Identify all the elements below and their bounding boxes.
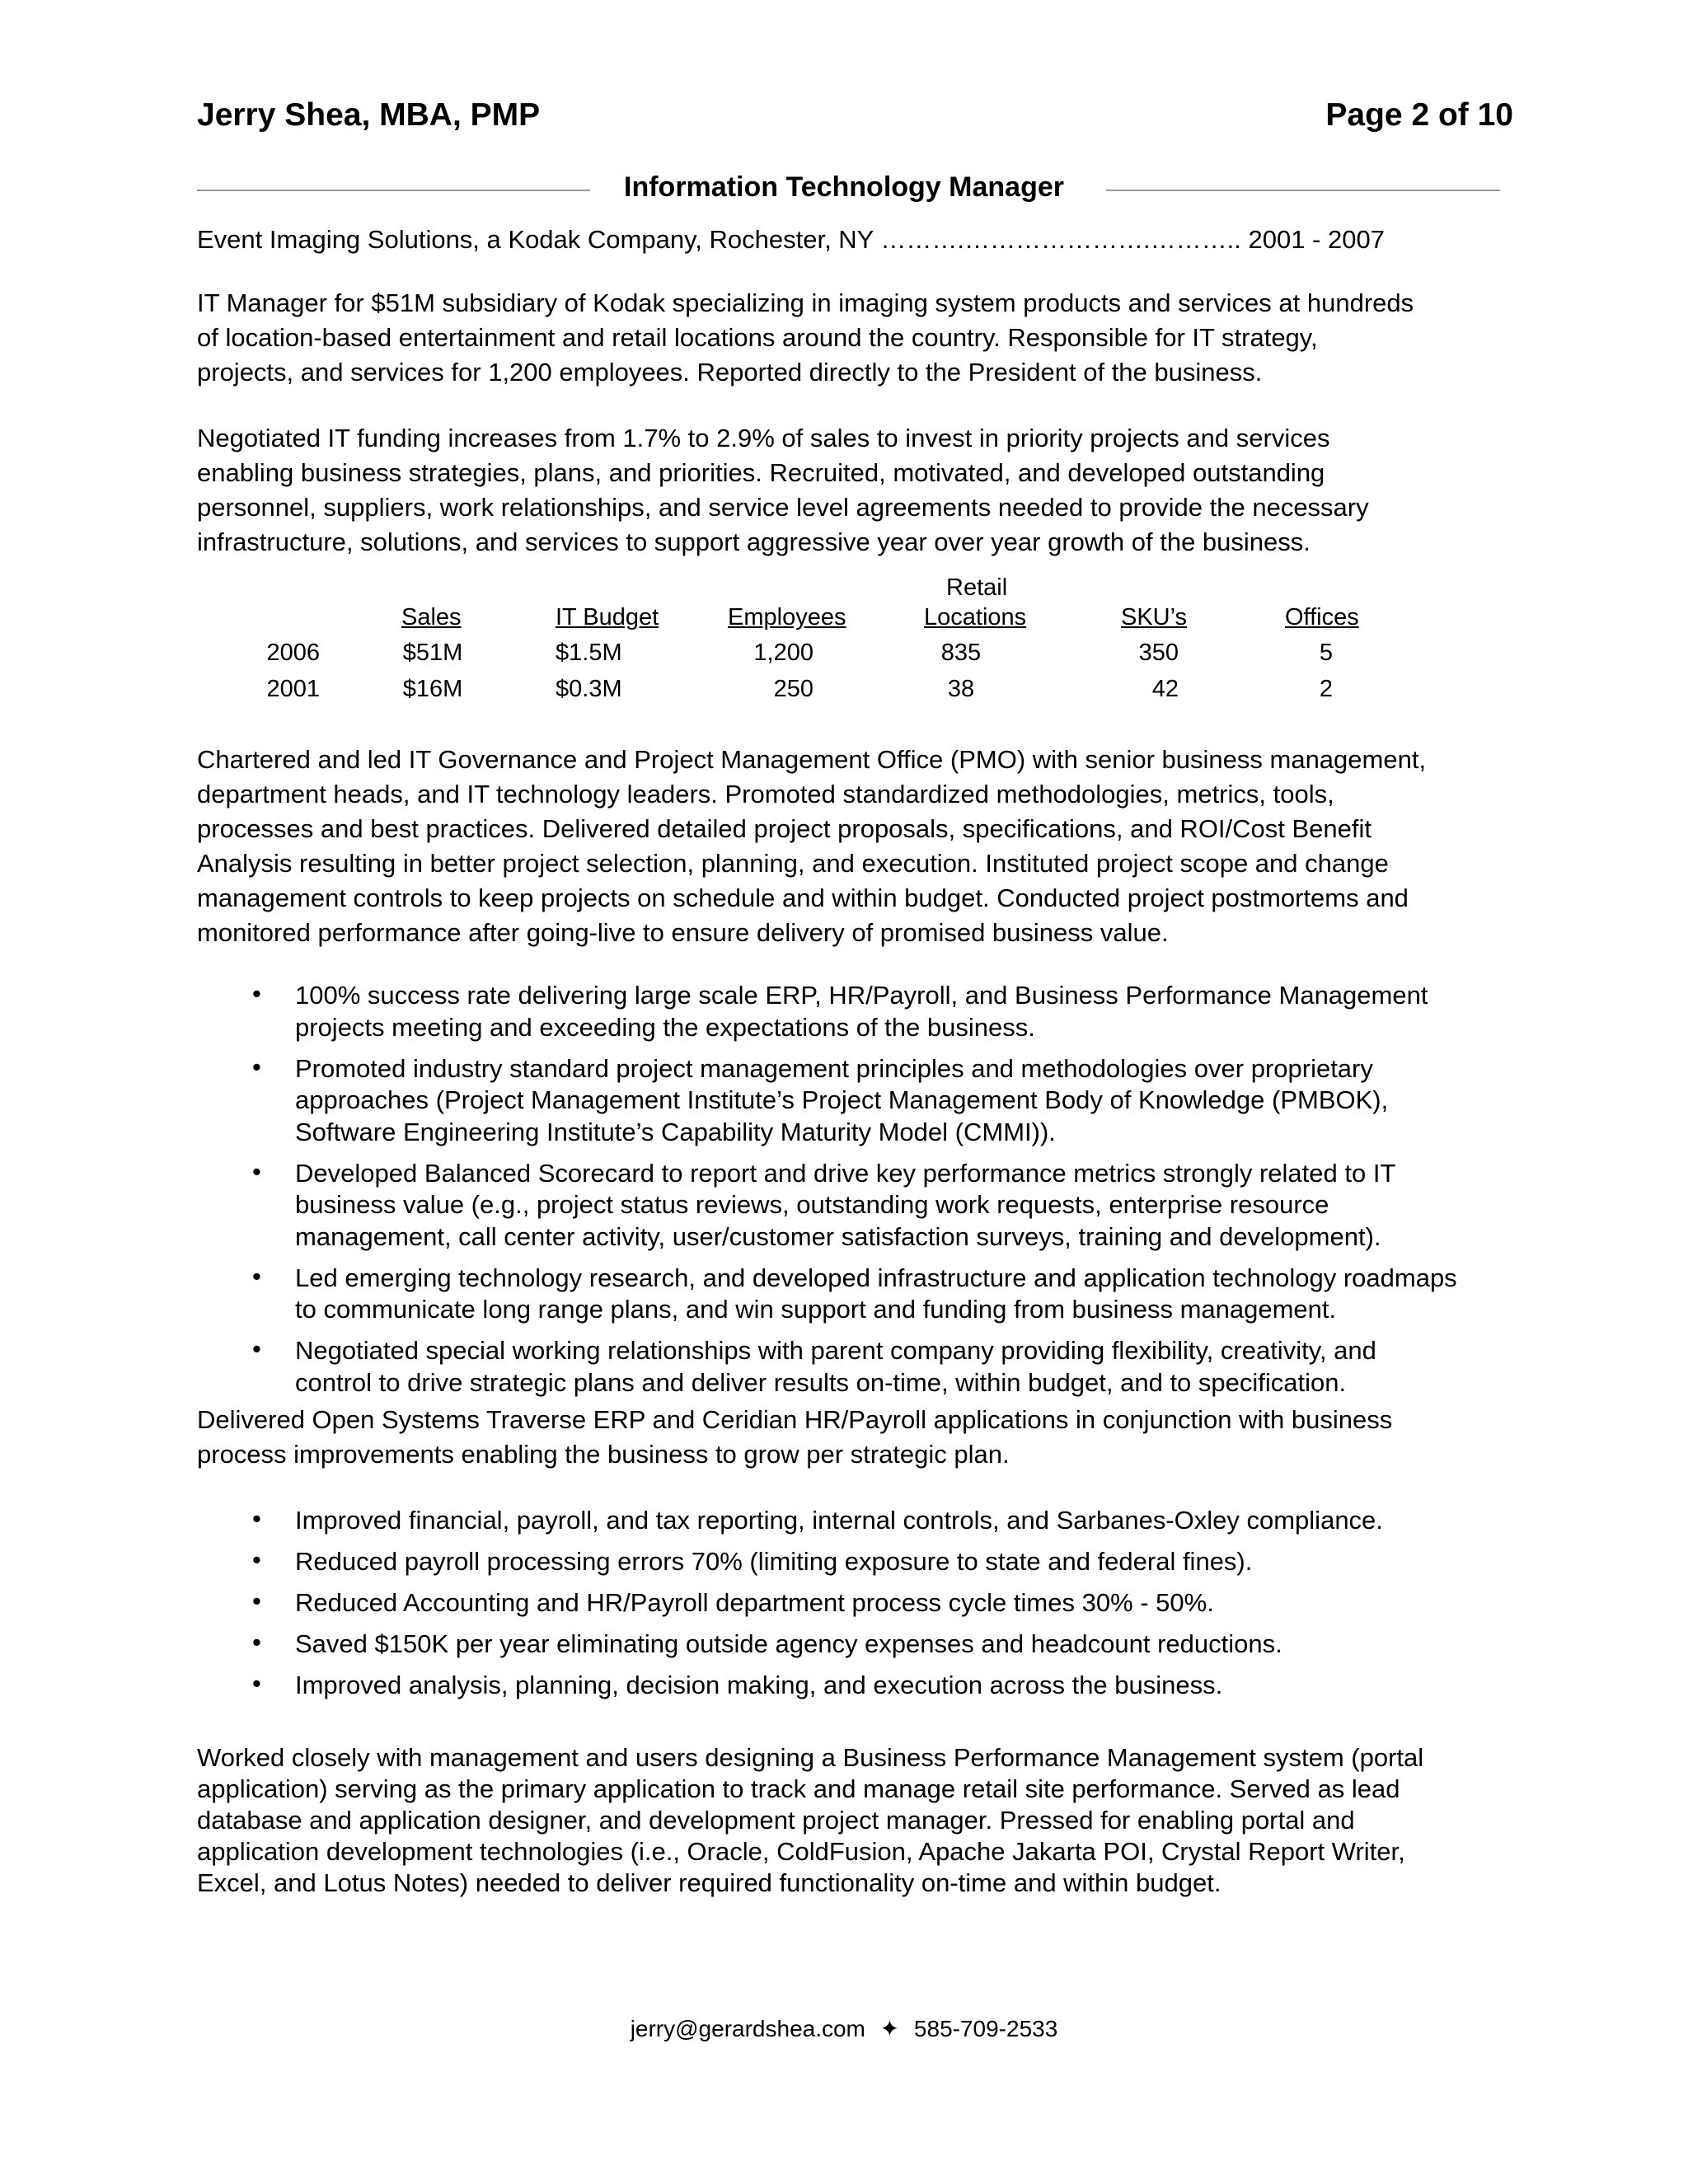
bullet-icon: • [252,1586,261,1615]
paragraph-line: monitored performance after going-live to ensure delivery of promised business value. [197,918,1169,947]
table-cell-sales: $51M [402,640,463,666]
footer-contact [0,2015,1688,2042]
bullet-icon: • [252,1334,261,1363]
list-item-line: management, call center activity, user/customer satisfaction surveys, training and development). [295,1221,1381,1251]
list-item-line: 100% success rate delivering large scale ERP, HR/Payroll, and Business Performance Management [295,981,1428,1010]
table-header-it-budget: IT Budget [556,604,659,630]
paragraph-line: IT Manager for $51M subsidiary of Kodak specializing in imaging system products and services at hundreds [197,288,1414,317]
bullet-icon: • [252,1052,261,1081]
list-item-text [295,980,1428,1043]
table-cell-it-budget: $0.3M [556,676,622,702]
paragraph-1 [197,286,1414,390]
paragraph-line: process improvements enabling the business to grow per strategic plan. [197,1440,1010,1469]
table-cell-sales: $16M [402,676,463,702]
list-item-text [295,1670,1222,1702]
header-name: Jerry Shea, MBA, PMP [197,97,541,133]
table-cell-it-budget: $1.5M [556,640,622,666]
paragraph-3 [197,743,1426,950]
list-item-line: Saved $150K per year eliminating outside agency expenses and headcount reductions. [295,1629,1282,1658]
bullet-icon: • [252,1545,261,1574]
list-item-line: Software Engineering Institute’s Capability Maturity Model (CMMI)). [295,1117,1056,1146]
list-item-text [295,1587,1214,1619]
bullet-icon: • [252,1156,261,1186]
section-title: Information Technology Manager [624,171,1064,203]
paragraph-line: Chartered and led IT Governance and Project Management Office (PMO) with senior business management, [197,745,1427,774]
bullet-icon: • [252,1628,261,1657]
paragraph-line: personnel, suppliers, work relationships, and service level agreements needed to provide the necessary [197,493,1369,522]
bullet-icon: • [252,979,261,1008]
job-line: Event Imaging Solutions, a Kodak Company, Rochester, NY ……….………………….……….. 2001 - 2007 [197,225,1385,254]
list-item-line: Developed Balanced Scorecard to report and drive key performance metrics strongly related to IT [295,1158,1396,1188]
list-item-line: to communicate long range plans, and win support and funding from business management. [295,1295,1337,1324]
bullet-icon: • [252,1261,261,1291]
paragraph-line: Negotiated IT funding increases from 1.7% to 2.9% of sales to invest in priority projects and services [197,424,1330,452]
table-header-offices: Offices [1285,604,1359,630]
table-cell-locations: 38 [947,676,975,702]
list-item-line: projects meeting and exceeding the expectations of the business. [295,1012,1035,1042]
table-header-sales: Sales [401,604,462,630]
list-item-line: business value (e.g., project status reviews, outstanding work requests, enterprise resource [295,1190,1329,1219]
paragraph-line: application development technologies (i.e., Oracle, ColdFusion, Apache Jakarta POI, Crystal Report Writer, [197,1837,1405,1866]
list-item-line: Reduced Accounting and HR/Payroll department process cycle times 30% - 50%. [295,1588,1214,1617]
list-item-line: Promoted industry standard project management principles and methodologies over proprietary [295,1053,1373,1083]
table-cell-skus: 350 [1138,640,1179,666]
footer-phone: 585-709-2533 [913,2016,1058,2041]
bullet-icon: • [252,1504,261,1533]
paragraph-line: database and application designer, and development project manager. Pressed for enabling portal and [197,1806,1355,1835]
paragraph-line: enabling business strategies, plans, and priorities. Recruited, motivated, and developed outstanding [197,458,1325,487]
paragraph-5 [197,1742,1423,1899]
table-cell-employees: 1,200 [753,640,814,666]
list-item-line: Improved financial, payroll, and tax reporting, internal controls, and Sarbanes-Oxley compliance. [295,1506,1383,1535]
list-item-text [295,1158,1395,1254]
list-item-line: Reduced payroll processing errors 70% (limiting exposure to state and federal fines). [295,1547,1253,1576]
list-item-text [295,1053,1388,1149]
table-cell-skus: 42 [1151,676,1179,702]
bullet-icon: • [252,1669,261,1698]
paragraph-line: of location-based entertainment and retail locations around the country. Responsible for IT strategy, [197,323,1318,352]
table-header-skus: SKU’s [1121,604,1188,630]
paragraph-line: Worked closely with management and users designing a Business Performance Management system (portal [197,1743,1424,1772]
table-cell-year: 2006 [266,640,320,666]
paragraph-line: Excel, and Lotus Notes) needed to deliver required functionality on-time and within budget. [197,1868,1221,1897]
list-item-text [295,1263,1457,1326]
list-item-text [295,1335,1376,1399]
paragraph-line: Analysis resulting in better project selection, planning, and execution. Instituted project scope and change [197,849,1389,878]
divider-right [1106,190,1500,191]
list-item-text [295,1505,1383,1537]
list-item-line: Negotiated special working relationships with parent company providing flexibility, creativity, and [295,1336,1376,1365]
paragraph-line: Delivered Open Systems Traverse ERP and Ceridian HR/Payroll applications in conjunction with business [197,1405,1393,1434]
table-header-locations: Locations [924,604,1027,630]
table-cell-offices: 5 [1319,640,1334,666]
paragraph-line: application) serving as the primary application to track and manage retail site performance. Served as lead [197,1774,1400,1803]
table-cell-employees: 250 [773,676,814,702]
table-cell-offices: 2 [1319,676,1334,702]
footer-email[interactable]: jerry@gerardshea.com [630,2016,865,2041]
page-number: Page 2 of 10 [1325,97,1513,133]
list-item-line: Led emerging technology research, and developed infrastructure and application technology roadmaps [295,1263,1457,1292]
diamond-separator-icon: ✦ [879,2016,900,2041]
paragraph-2 [197,421,1369,560]
list-item-text [295,1629,1282,1661]
paragraph-line: infrastructure, solutions, and services to support aggressive year over year growth of the business. [197,527,1311,556]
table-header-employees: Employees [728,604,846,630]
list-item-line: approaches (Project Management Institute’s Project Management Body of Knowledge (PMBOK), [295,1085,1389,1114]
table-cell-locations: 835 [940,640,982,666]
table-cell-year: 2001 [266,676,320,702]
paragraph-line: projects, and services for 1,200 employees. Reported directly to the President of the business. [197,358,1263,387]
paragraph-line: management controls to keep projects on schedule and within budget. Conducted project postmortems and [197,883,1409,912]
paragraph-line: department heads, and IT technology leaders. Promoted standardized methodologies, metrics, tools, [197,780,1334,808]
table-header-retail: Retail [946,574,1008,601]
paragraph-4 [197,1403,1392,1472]
list-item-line: Improved analysis, planning, decision making, and execution across the business. [295,1671,1223,1699]
list-item-text [295,1546,1252,1578]
paragraph-line: processes and best practices. Delivered detailed project proposals, specifications, and ROI/Cost Benefit [197,814,1372,843]
list-item-line: control to drive strategic plans and deliver results on-time, within budget, and to specification. [295,1367,1347,1397]
